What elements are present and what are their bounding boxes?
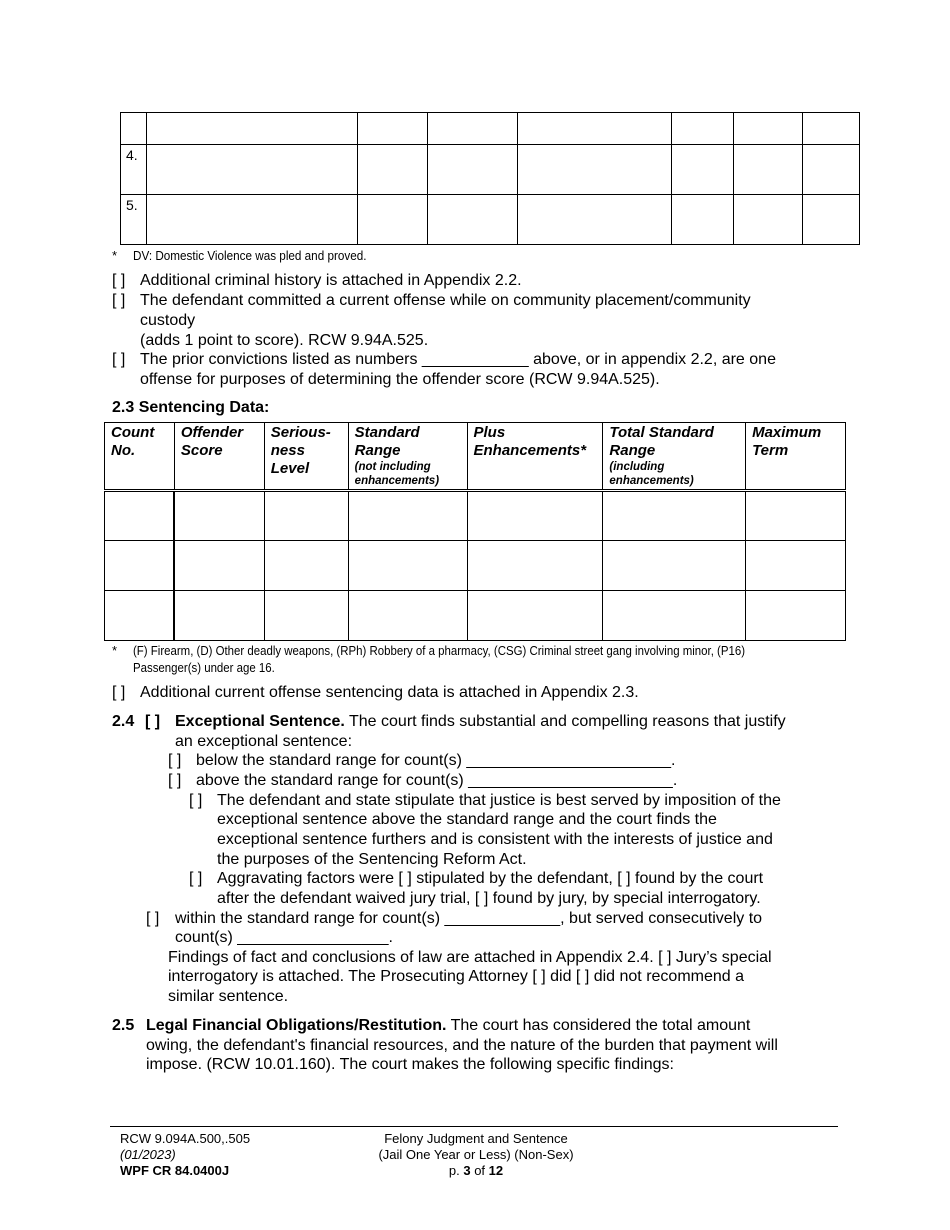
aggravating-checkbox[interactable]: [ ] <box>189 870 203 887</box>
exceptional-sentence-checkbox[interactable]: [ ] <box>145 713 161 730</box>
appendix-2-3-text: Additional current offense sentencing data is attached in Appendix 2.3. <box>140 684 639 701</box>
findings-text-3: similar sentence. <box>168 988 289 1005</box>
table-row <box>121 195 860 245</box>
within-range-text-1: within the standard range for count(s) _____________, but served consecutively to <box>175 910 763 927</box>
row-number: 4. <box>121 145 147 195</box>
community-placement-checkbox[interactable]: [ ] <box>112 292 126 309</box>
community-placement-text-1: The defendant committed a current offense while on community placement/community <box>140 292 751 309</box>
col-offender-score: Offender Score <box>174 423 264 491</box>
community-placement-text-2: custody <box>140 312 196 329</box>
footer-page-number: p. 3 of 12 <box>448 1163 504 1178</box>
below-range-text: below the standard range for count(s) _______________________. <box>196 752 676 769</box>
col-standard-range: Standard Range (not including enhancements) <box>348 423 467 491</box>
footer-divider <box>110 1126 838 1127</box>
footer-rcw: RCW 9.094A.500,.505 <box>120 1131 251 1146</box>
stipulate-text-4: the purposes of the Sentencing Reform Act. <box>217 851 527 868</box>
sentencing-footnote-2: Passenger(s) under age 16. <box>133 660 275 675</box>
footer-title-1: Felony Judgment and Sentence <box>384 1131 568 1146</box>
section-2-3-heading: 2.3 Sentencing Data: <box>112 399 270 416</box>
table-row <box>105 541 846 591</box>
section-2-5-text-1: The court has considered the total amount <box>450 1017 751 1034</box>
within-range-checkbox[interactable]: [ ] <box>146 910 160 927</box>
section-2-4-intro-2: an exceptional sentence: <box>175 733 353 750</box>
prior-convictions-text-2: offense for purposes of determining the offender score (RCW 9.94A.525). <box>140 371 660 388</box>
above-range-checkbox[interactable]: [ ] <box>168 772 182 789</box>
col-seriousness-level: Serious-ness Level <box>264 423 348 491</box>
section-2-5-text-3: impose. (RCW 10.01.160). The court makes the following specific findings: <box>146 1056 674 1073</box>
footer-title-2: (Jail One Year or Less) (Non-Sex) <box>378 1147 574 1162</box>
sentencing-footnote-mark: * <box>112 643 118 658</box>
table-row <box>121 145 860 195</box>
below-range-checkbox[interactable]: [ ] <box>168 752 182 769</box>
section-2-5-number: 2.5 <box>112 1017 135 1034</box>
table-row <box>121 113 860 145</box>
col-maximum-term: Maximum Term <box>746 423 846 491</box>
appendix-2-2-text: Additional criminal history is attached in Appendix 2.2. <box>140 272 522 289</box>
stipulate-text-1: The defendant and state stipulate that justice is best served by imposition of the <box>217 792 781 809</box>
history-footnote: DV: Domestic Violence was pled and proved. <box>133 248 367 263</box>
community-placement-text-3: (adds 1 point to score). RCW 9.94A.525. <box>140 332 429 349</box>
col-plus-enhancements: Plus Enhancements* <box>467 423 603 491</box>
sentencing-data-table <box>104 422 846 641</box>
aggravating-text-1: Aggravating factors were [ ] stipulated by the defendant, [ ] found by the court <box>217 870 764 887</box>
section-2-4-intro-1: The court finds substantial and compelling reasons that justify <box>349 713 786 730</box>
section-2-4-number: 2.4 <box>112 713 135 730</box>
section-2-5-title: Legal Financial Obligations/Restitution. <box>146 1017 447 1034</box>
sentencing-footnote-1: (F) Firearm, (D) Other deadly weapons, (RPh) Robbery of a pharmacy, (CSG) Criminal street gang involving minor, (P16) <box>133 643 746 658</box>
table-row <box>105 591 846 641</box>
criminal-history-table <box>120 112 860 245</box>
prior-convictions-text-1: The prior convictions listed as numbers ____________ above, or in appendix 2.2, are one <box>140 351 776 368</box>
prior-convictions-checkbox[interactable]: [ ] <box>112 351 126 368</box>
findings-text-1: Findings of fact and conclusions of law are attached in Appendix 2.4. [ ] Jury’s special <box>168 949 772 966</box>
above-range-text: above the standard range for count(s) _______________________. <box>196 772 678 789</box>
within-range-text-2: count(s) _________________. <box>175 929 393 946</box>
section-2-5-text-2: owing, the defendant's financial resources, and the nature of the burden that payment will <box>146 1037 778 1054</box>
stipulate-checkbox[interactable]: [ ] <box>189 792 203 809</box>
standard-range-note: (not including enhancements) <box>354 461 440 487</box>
stipulate-text-2: exceptional sentence above the standard range and the court finds the <box>217 811 717 828</box>
findings-text-2: interrogatory is attached. The Prosecuting Attorney [ ] did [ ] did not recommend a <box>168 968 745 985</box>
row-number <box>121 113 147 145</box>
stipulate-text-3: exceptional sentence furthers and is consistent with the interests of justice and <box>217 831 773 848</box>
history-footnote-mark: * <box>112 248 118 263</box>
table-row <box>105 491 846 541</box>
appendix-2-3-checkbox[interactable]: [ ] <box>112 684 126 701</box>
col-count-no: Count No. <box>105 423 175 491</box>
section-2-4-title: Exceptional Sentence. <box>175 713 345 730</box>
footer-date: (01/2023) <box>120 1147 176 1162</box>
col-total-standard-range: Total Standard Range (including enhancements) <box>603 423 746 491</box>
footer-form-number: WPF CR 84.0400J <box>120 1163 230 1178</box>
aggravating-text-2: after the defendant waived jury trial, [ ] found by jury, by special interrogatory. <box>217 890 761 907</box>
total-range-note: (including enhancements) <box>609 461 694 487</box>
sentencing-header-row <box>105 423 846 491</box>
row-number: 5. <box>121 195 147 245</box>
appendix-2-2-checkbox[interactable]: [ ] <box>112 272 126 289</box>
